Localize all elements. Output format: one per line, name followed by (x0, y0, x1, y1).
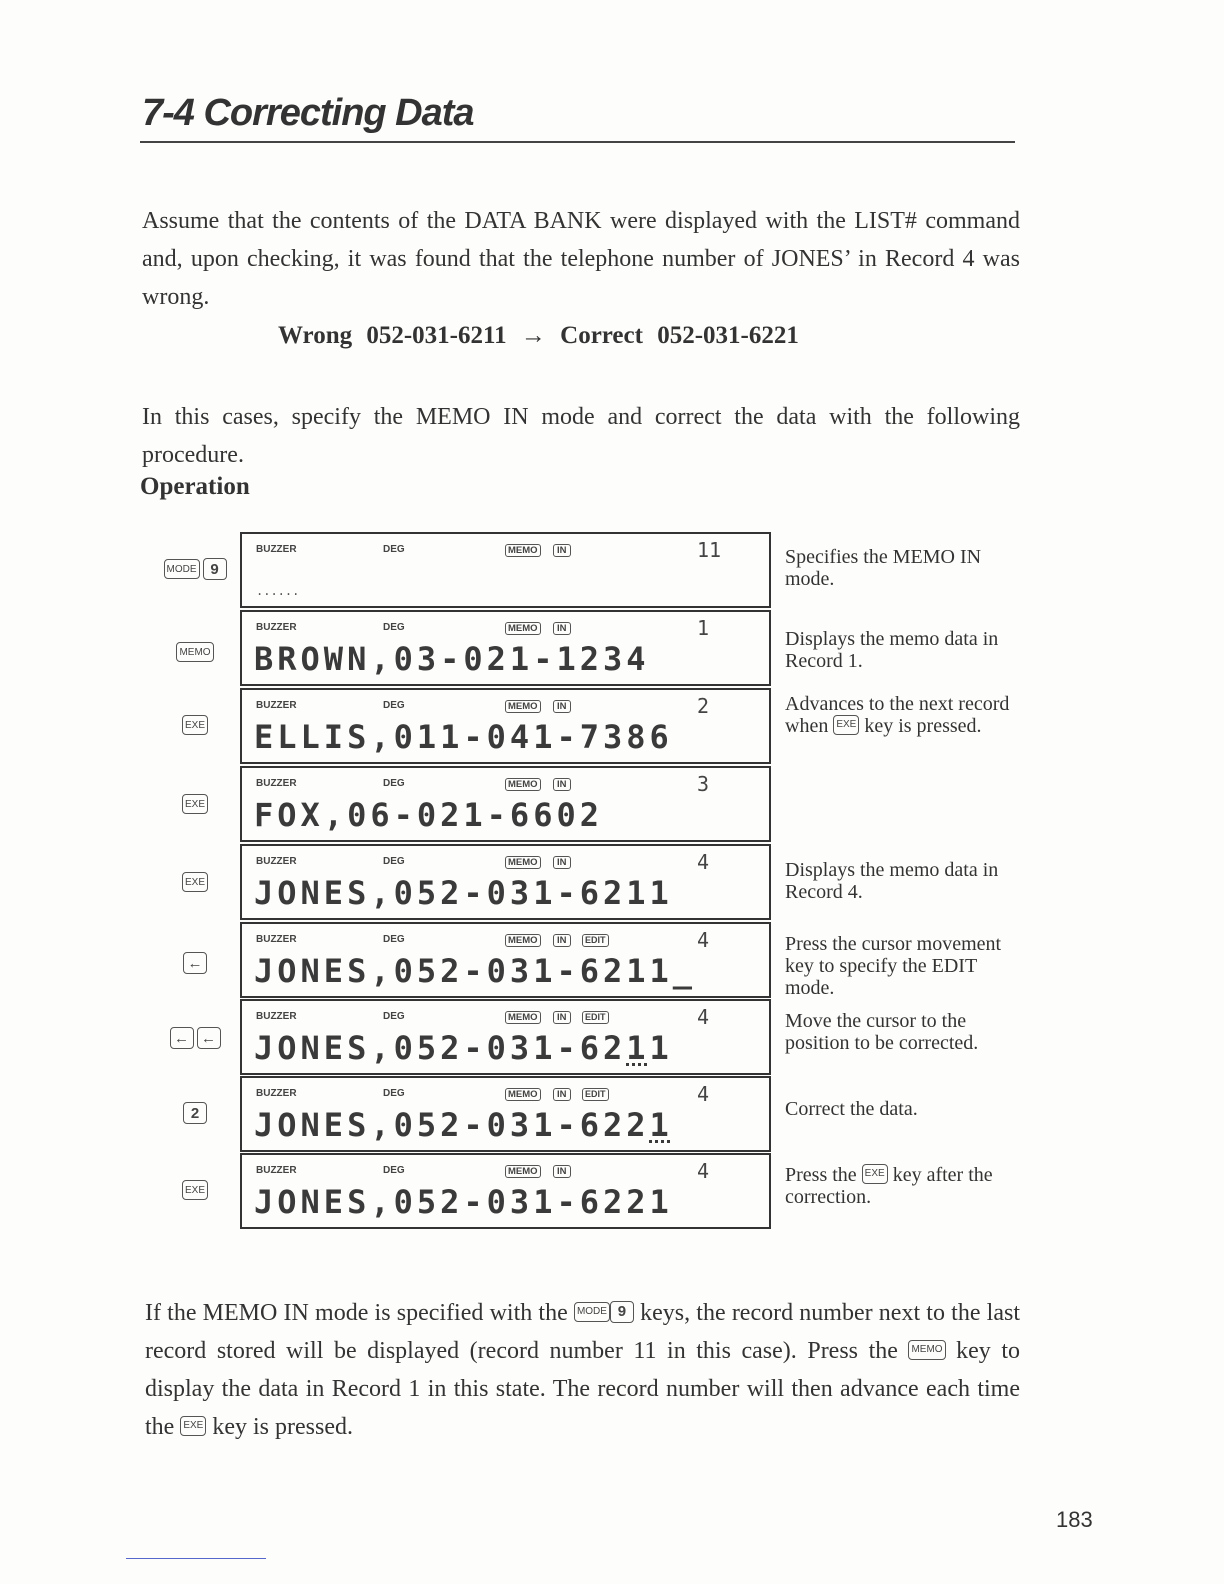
lcd-display-step-8 (240, 1076, 771, 1152)
memo-indicator: MEMO (505, 1011, 541, 1024)
lcd-display-step-3 (240, 688, 771, 764)
left-arrow-key-icon: ← (197, 1027, 221, 1049)
edit-indicator: EDIT (582, 1011, 609, 1024)
page-number: 183 (1056, 1507, 1093, 1532)
title-divider (140, 141, 1015, 143)
footer-part-a: If the MEMO IN mode is specified with the (145, 1300, 568, 1326)
exe-key-icon: EXE (182, 1180, 208, 1200)
lcd-text-after-cursor: 1 (649, 1029, 673, 1067)
deg-indicator: DEG (383, 544, 405, 555)
in-indicator: IN (553, 934, 571, 947)
deg-indicator: DEG (383, 700, 405, 711)
footer-part-c: key to display the data in Record 1 in this state. The record number will then advance each time the (145, 1338, 1020, 1440)
memo-indicator: MEMO (505, 778, 541, 791)
memo-indicator: MEMO (505, 622, 541, 635)
footer-paragraph (145, 1294, 1020, 1446)
in-indicator: IN (553, 1011, 571, 1024)
lcd-text: FOX,06-021-6602 (254, 796, 603, 834)
lcd-text (254, 1106, 673, 1144)
nine-key-icon: 9 (610, 1301, 634, 1323)
step-7-keys (160, 1025, 230, 1051)
nine-key-icon: 9 (203, 558, 227, 580)
lcd-display-step-2 (240, 610, 771, 686)
memo-indicator: MEMO (505, 856, 541, 869)
deg-indicator: DEG (383, 1011, 405, 1022)
description-step-9-part-a: Press the (785, 1164, 857, 1186)
description-step-6: Press the cursor movement key to specify the EDIT mode. (785, 933, 1002, 999)
correction-example (278, 322, 807, 350)
lcd-display-step-6 (240, 922, 771, 998)
deg-indicator: DEG (383, 1165, 405, 1176)
footer-part-d: key is pressed. (212, 1414, 353, 1440)
in-indicator: IN (553, 778, 571, 791)
step-8-keys (160, 1100, 230, 1126)
buzzer-indicator: BUZZER (256, 1165, 297, 1176)
description-step-3-part-b: key is pressed. (864, 715, 982, 737)
lcd-text: BROWN,03-021-1234 (254, 640, 650, 678)
exe-key-icon: EXE (182, 872, 208, 892)
record-number: 4 (697, 1005, 710, 1029)
in-indicator: IN (553, 622, 571, 635)
lcd-text: JONES,052-031-6221 (254, 1183, 673, 1221)
record-number: 4 (697, 850, 710, 874)
lcd-display-step-9 (240, 1153, 771, 1229)
footer-rule (126, 1558, 266, 1559)
buzzer-indicator: BUZZER (256, 856, 297, 867)
step-3-keys (160, 712, 230, 738)
exe-key-icon: EXE (182, 794, 208, 814)
description-step-9 (785, 1164, 1025, 1208)
lcd-text-before-cursor: JONES,052-031-62 (254, 1029, 627, 1067)
procedure-paragraph: In this cases, specify the MEMO IN mode and correct the data with the following procedure. (142, 404, 1020, 468)
description-step-1: Specifies the MEMO IN mode. (785, 546, 982, 590)
lcd-text: JONES,052-031-6211_ (254, 952, 697, 990)
record-number: 11 (697, 538, 722, 562)
memo-key-icon: MEMO (908, 1340, 945, 1360)
deg-indicator: DEG (383, 856, 405, 867)
in-indicator: IN (553, 544, 571, 557)
description-step-3 (785, 693, 1025, 737)
buzzer-indicator: BUZZER (256, 622, 297, 633)
page-title: 7-4 Correcting Data (142, 92, 474, 134)
deg-indicator: DEG (383, 622, 405, 633)
memo-indicator: MEMO (505, 700, 541, 713)
cursor-indicator: ...... (256, 584, 300, 598)
record-number: 1 (697, 616, 710, 640)
record-number: 2 (697, 694, 710, 718)
two-key-icon: 2 (183, 1102, 207, 1124)
correct-value: 052-031-6221 (657, 322, 799, 349)
left-arrow-key-icon: ← (183, 952, 207, 974)
in-indicator: IN (553, 700, 571, 713)
buzzer-indicator: BUZZER (256, 778, 297, 789)
left-arrow-key-icon: ← (170, 1027, 194, 1049)
mode-key-icon: MODE (574, 1302, 610, 1322)
record-number: 4 (697, 1082, 710, 1106)
memo-indicator: MEMO (505, 544, 541, 557)
buzzer-indicator: BUZZER (256, 544, 297, 555)
lcd-text: JONES,052-031-6211 (254, 874, 673, 912)
in-indicator: IN (553, 1088, 571, 1101)
step-6-keys (160, 950, 230, 976)
memo-indicator: MEMO (505, 1165, 541, 1178)
description-step-7: Move the cursor to the position to be corrected. (785, 1010, 979, 1054)
exe-key-icon: EXE (833, 715, 859, 735)
step-2-keys (160, 639, 230, 665)
record-number: 4 (697, 928, 710, 952)
lcd-text (254, 1029, 673, 1067)
in-indicator: IN (553, 1165, 571, 1178)
lcd-display-step-4 (240, 766, 771, 842)
in-indicator: IN (553, 856, 571, 869)
edit-indicator: EDIT (582, 934, 609, 947)
deg-indicator: DEG (383, 1088, 405, 1099)
description-step-5: Displays the memo data in Record 4. (785, 859, 999, 903)
description-step-8: Correct the data. (785, 1098, 918, 1120)
description-step-3-part-a: Advances to the next record when (785, 693, 1010, 737)
buzzer-indicator: BUZZER (256, 1011, 297, 1022)
memo-key-icon: MEMO (176, 642, 213, 662)
step-1-keys (160, 556, 230, 582)
record-number: 4 (697, 1159, 710, 1183)
step-4-keys (160, 791, 230, 817)
lcd-display-step-7 (240, 999, 771, 1075)
lcd-text-before-cursor: JONES,052-031-622 (254, 1106, 650, 1144)
exe-key-icon: EXE (180, 1416, 206, 1436)
exe-key-icon: EXE (182, 715, 208, 735)
wrong-value: 052-031-6211 (366, 322, 507, 349)
mode-key-icon: MODE (164, 559, 200, 579)
intro-paragraph: Assume that the contents of the DATA BANK were displayed with the LIST# command and, upon checking, it was found that the telephone number of JONES’ in Record 4 was wrong. (142, 208, 1020, 310)
lcd-display-step-5 (240, 844, 771, 920)
buzzer-indicator: BUZZER (256, 934, 297, 945)
operation-heading: Operation (140, 473, 250, 500)
exe-key-icon: EXE (862, 1164, 888, 1184)
lcd-cursor-char: 1 (626, 1029, 650, 1067)
description-step-2: Displays the memo data in Record 1. (785, 628, 999, 672)
memo-indicator: MEMO (505, 1088, 541, 1101)
memo-indicator: MEMO (505, 934, 541, 947)
record-number: 3 (697, 772, 710, 796)
wrong-label: Wrong (278, 322, 353, 349)
description-step-9-part-b: key after the correction. (785, 1164, 993, 1209)
lcd-cursor-char: 1 (649, 1106, 673, 1144)
lcd-text: ELLIS,011-041-7386 (254, 718, 673, 756)
footer-part-b: keys, the record number next to the last record stored will be displayed (record number 11 in this case). Press the (145, 1300, 1020, 1364)
buzzer-indicator: BUZZER (256, 1088, 297, 1099)
edit-indicator: EDIT (582, 1088, 609, 1101)
lcd-display-step-1 (240, 532, 771, 608)
step-9-keys (160, 1177, 230, 1203)
buzzer-indicator: BUZZER (256, 700, 297, 711)
arrow-icon: → (520, 322, 546, 349)
deg-indicator: DEG (383, 778, 405, 789)
deg-indicator: DEG (383, 934, 405, 945)
step-5-keys (160, 869, 230, 895)
correct-label: Correct (560, 322, 643, 349)
